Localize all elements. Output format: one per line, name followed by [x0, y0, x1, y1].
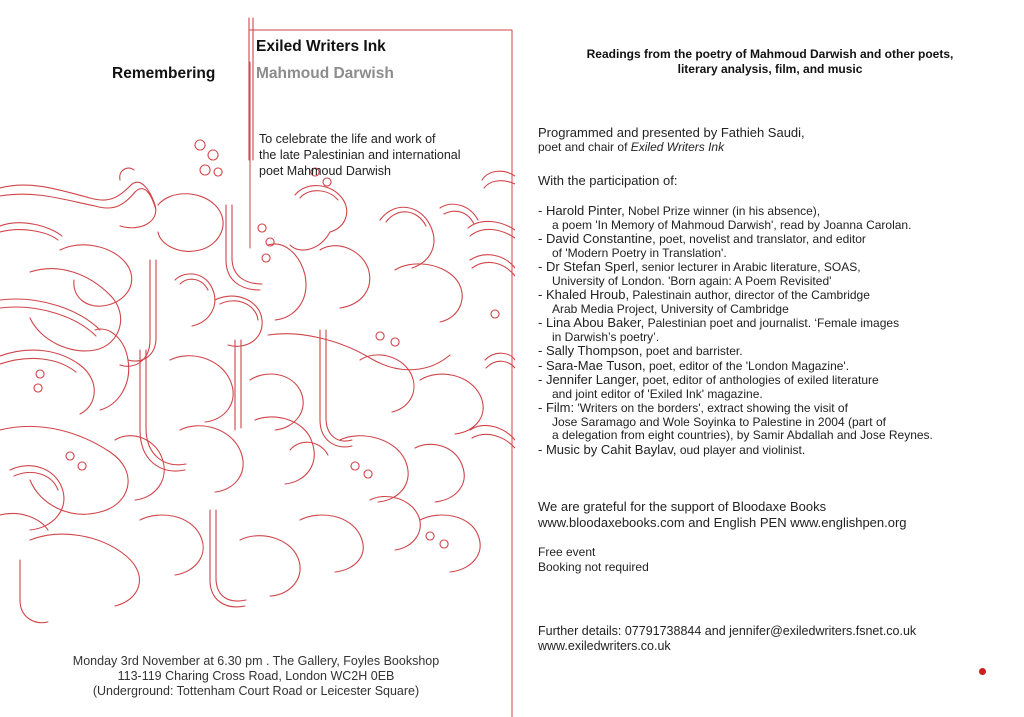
participants-list — [538, 204, 933, 457]
poet-chair-org: Exiled Writers Ink — [630, 140, 725, 154]
poet-chair-prefix: poet and chair of — [538, 140, 628, 154]
event-info — [538, 545, 649, 574]
participant-detail: University of London. 'Born again: A Poem Revisited' — [552, 273, 832, 288]
participant-item — [538, 316, 933, 331]
participant-description: poet and barrister. — [645, 344, 743, 358]
participant-item — [538, 204, 933, 219]
participant-item — [538, 401, 933, 416]
org-title: Exiled Writers Ink — [256, 38, 386, 55]
participant-detail: a poem 'In Memory of Mahmoud Darwish', read by Joanna Carolan. — [552, 217, 912, 232]
participant-item — [538, 232, 933, 247]
heading-line: Readings from the poetry of Mahmoud Darwish and other poets, — [586, 47, 954, 61]
participant-name: - Lina Abou Baker, — [538, 315, 645, 330]
event-footer — [0, 654, 512, 699]
participant-name: - Film: — [538, 400, 575, 415]
participant-description: senior lecturer in Arabic literature, SOAS, — [641, 260, 861, 274]
participant-description: Palestinain author, director of the Cambridge — [632, 288, 870, 302]
participant-item — [538, 373, 933, 388]
participant-detail: of 'Modern Poetry in Translation'. — [552, 245, 727, 260]
participant-item — [538, 443, 933, 458]
participant-description: poet, novelist and translator, and editor — [659, 232, 866, 246]
footer-date-venue: Monday 3rd November at 6.30 pm . The Gallery, Foyles Bookshop — [72, 654, 440, 668]
programmed-by — [538, 125, 805, 155]
right-heading — [520, 47, 1020, 77]
contact-line: Further details: 07791738844 and jennifer@exiledwriters.fsnet.co.uk — [538, 624, 917, 638]
participant-name: - Harold Pinter, — [538, 203, 625, 218]
intro-line: To celebrate the life and work of — [259, 132, 436, 146]
support-line: www.bloodaxebooks.com and English PEN www.englishpen.org — [538, 515, 907, 530]
poet-name-title: Mahmoud Darwish — [256, 65, 394, 82]
participant-name: - Jennifer Langer, — [538, 372, 640, 387]
heading-line: literary analysis, film, and music — [677, 62, 863, 76]
participant-description: Nobel Prize winner (in his absence), — [628, 204, 821, 218]
support-line: We are grateful for the support of Bloodaxe Books — [538, 499, 827, 514]
programmed-line: Programmed and presented by Fathieh Saudi, — [538, 125, 805, 140]
footer-underground: (Underground: Tottenham Court Road or Leicester Square) — [92, 684, 420, 698]
footer-address: 113-119 Charing Cross Road, London WC2H 0EB — [117, 669, 395, 683]
participant-detail: and joint editor of 'Exiled Ink' magazine. — [552, 386, 763, 401]
support-text — [538, 499, 907, 531]
remembering-label: Remembering — [112, 65, 216, 82]
participant-name: - Dr Stefan Sperl, — [538, 259, 639, 274]
participant-item — [538, 344, 933, 359]
participant-description: 'Writers on the borders', extract showing the visit of — [577, 401, 848, 415]
participant-name: - Khaled Hroub, — [538, 287, 630, 302]
booking-note: Booking not required — [538, 559, 649, 574]
participant-name: - Music by Cahit Baylav, — [538, 441, 677, 457]
participant-description: poet, editor of the 'London Magazine'. — [649, 358, 850, 373]
participant-description: poet, editor of anthologies of exiled literature — [642, 373, 879, 387]
participant-detail: a delegation from eight countries), by Samir Abdallah and Jose Reynes. — [552, 428, 933, 442]
further-details — [538, 624, 916, 654]
participant-name: - Sara-Mae Tuson, — [538, 357, 646, 373]
website-line: www.exiledwriters.co.uk — [538, 639, 671, 653]
red-dot — [979, 668, 986, 675]
intro-text — [259, 131, 461, 179]
free-event: Free event — [538, 545, 596, 559]
participant-name: - Sally Thompson, — [538, 343, 643, 358]
participant-name: - David Constantine, — [538, 231, 656, 246]
participant-item — [538, 260, 933, 275]
participant-detail: in Darwish’s poetry’. — [552, 329, 660, 344]
participant-item — [538, 288, 933, 303]
intro-line: the late Palestinian and international — [259, 148, 461, 162]
participant-detail: Arab Media Project, University of Cambridge — [552, 301, 789, 316]
participant-detail: Jose Saramago and Wole Soyinka to Palestine in 2004 (part of — [552, 414, 886, 429]
participant-item — [538, 359, 933, 374]
intro-line: poet Mahmoud Darwish — [259, 164, 392, 178]
participant-description: oud player and violinist. — [679, 442, 806, 457]
participation-heading: With the participation of: — [538, 173, 678, 188]
participant-description: Palestinian poet and journalist. ‘Female images — [647, 316, 900, 330]
